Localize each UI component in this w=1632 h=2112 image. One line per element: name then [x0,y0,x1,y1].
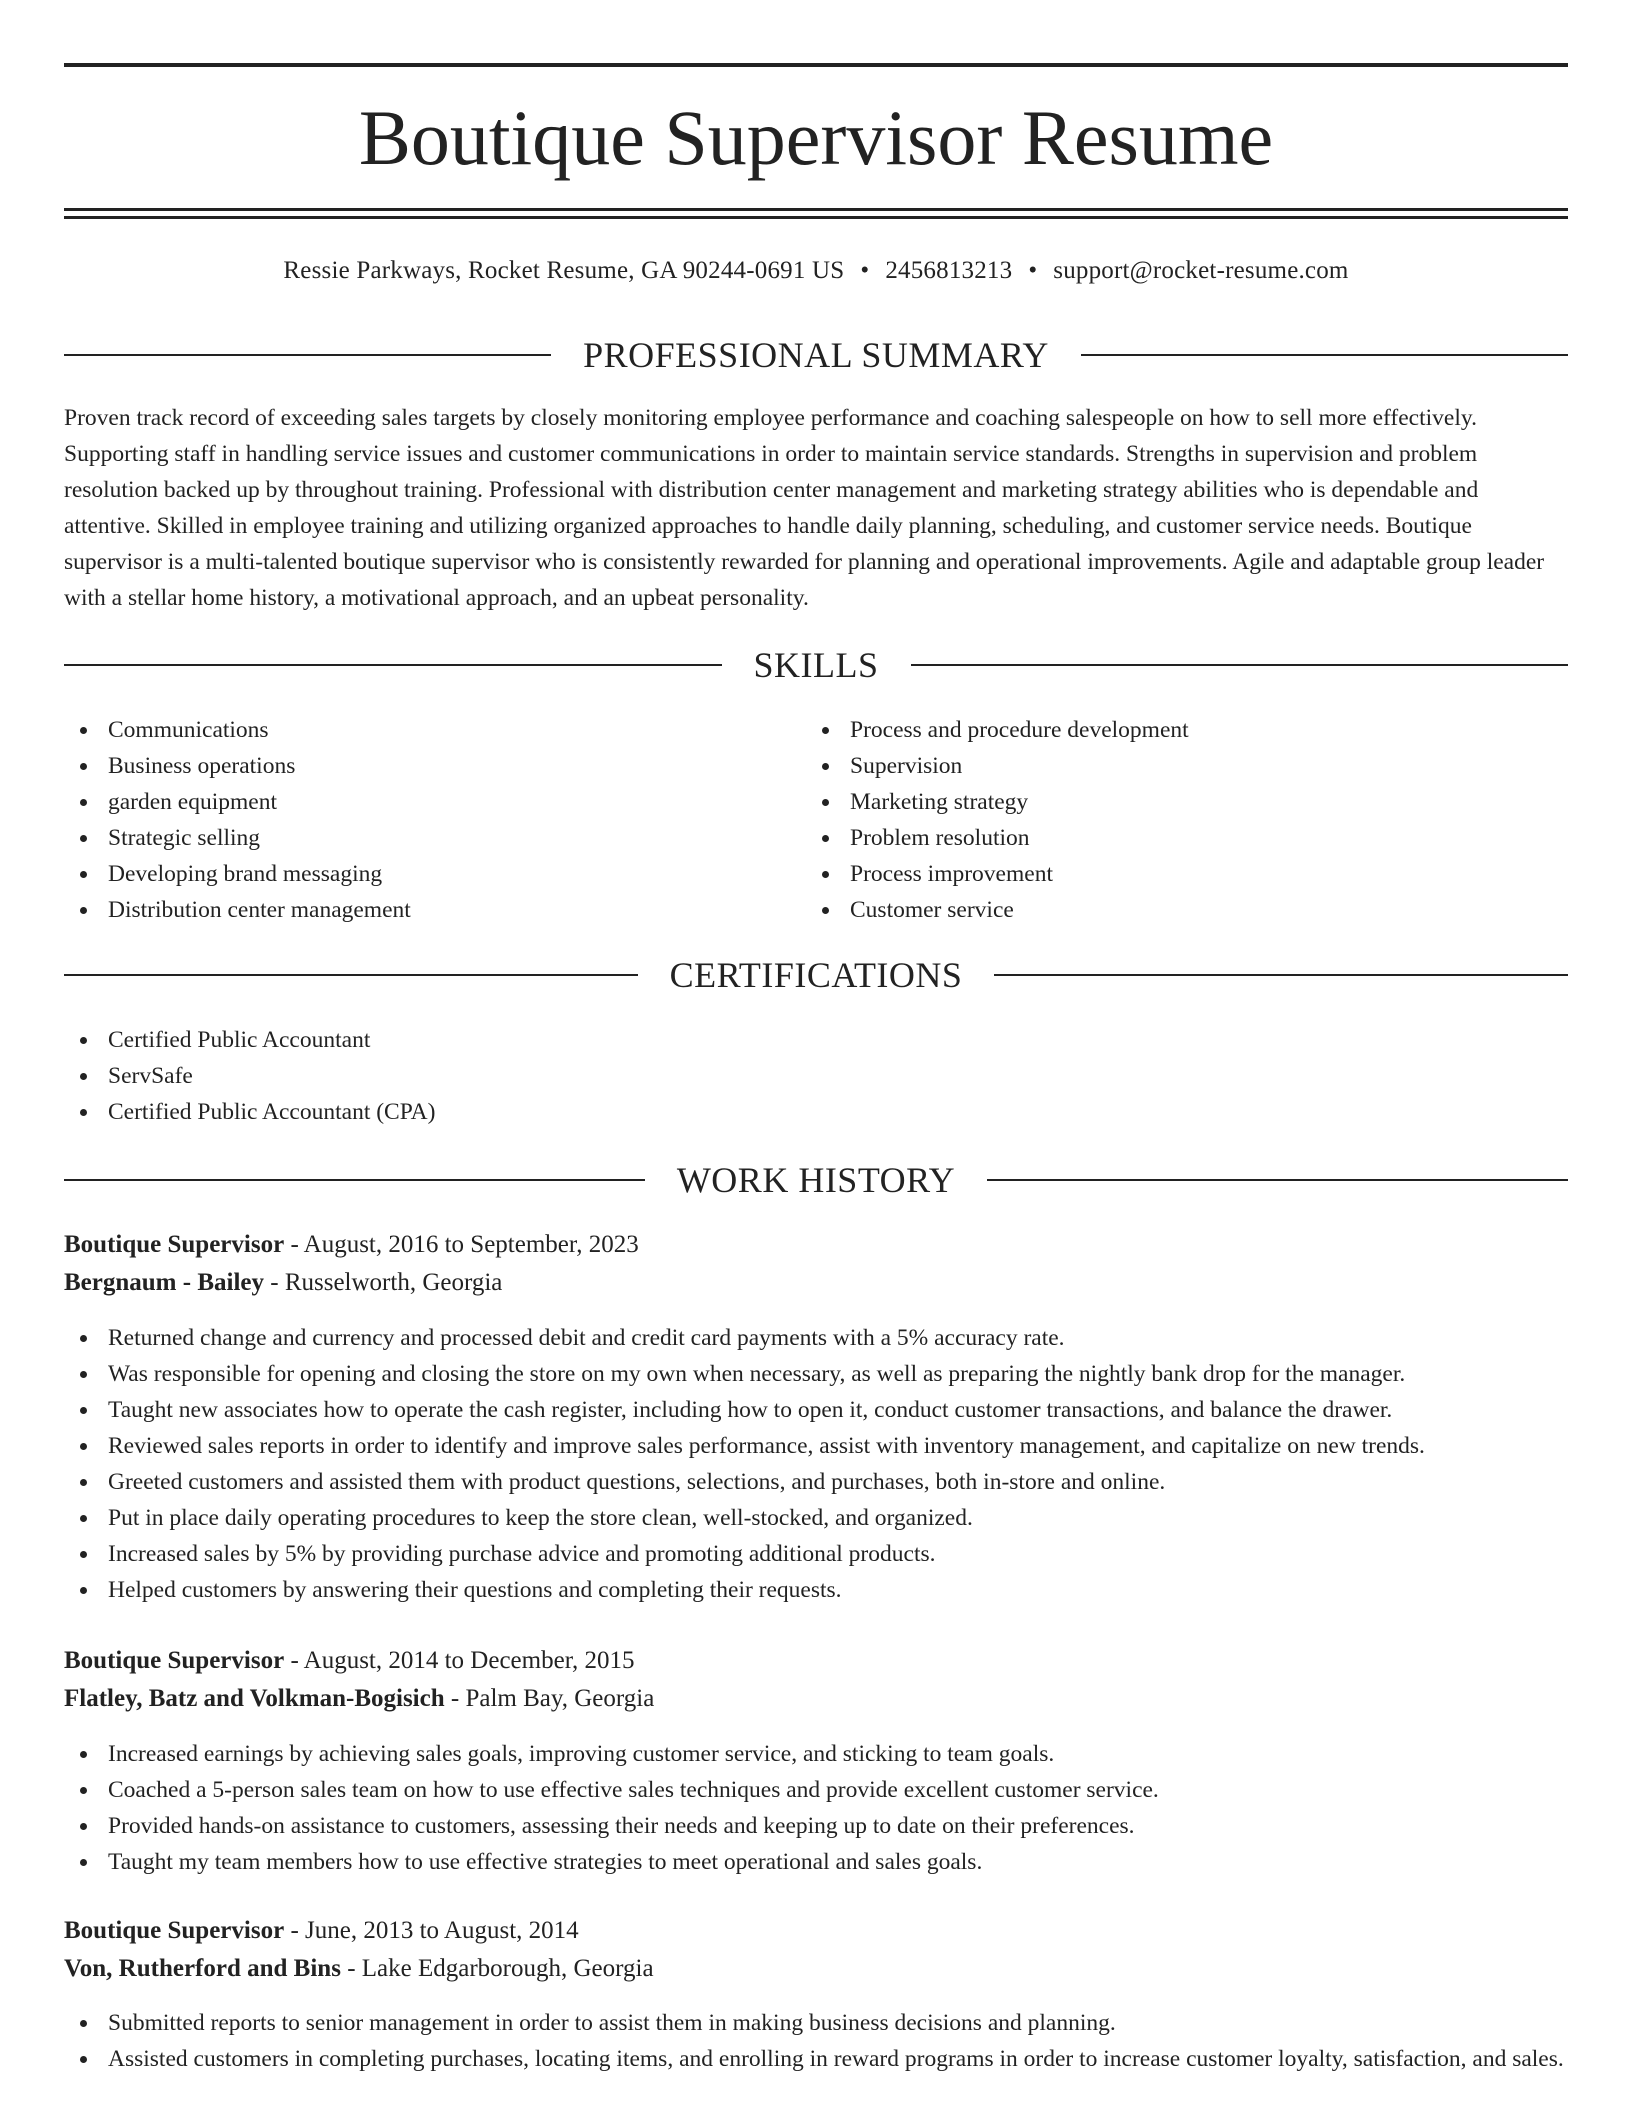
heading-rule-left [64,354,551,356]
title-rule-upper [64,208,1568,211]
skills-heading-label: SKILLS [753,645,879,685]
job-bullets [64,1320,1568,1608]
skill-item: Business operations [64,748,804,784]
skills-list-right [806,712,1566,928]
contact-line [64,254,1568,288]
heading-rule-right [987,1179,1568,1181]
certifications-heading [64,953,1568,997]
job-title-line [64,1227,1568,1263]
job-company: Flatley, Batz and Volkman-Bogisich [64,1685,445,1712]
job-location: - Palm Bay, Georgia [444,1685,655,1712]
job-bullet: Submitted reports to senior management in order to assist them in making business decisions and planning. [64,2005,1568,2041]
job-bullet: Increased earnings by achieving sales goals, improving customer service, and sticking to team goals. [64,1736,1568,1772]
summary-heading [64,333,1568,377]
job-bullet: Provided hands-on assistance to customers, assessing their needs and keeping up to date on their preferences. [64,1808,1568,1844]
certifications-list [64,1022,1568,1130]
top-rule [64,63,1568,67]
job-title-line [64,1913,1568,1949]
heading-rule-left [64,1179,645,1181]
heading-rule-left [64,974,638,976]
skill-item: Communications [64,712,804,748]
job-title: Boutique Supervisor [64,1231,285,1258]
certification-item: Certified Public Accountant (CPA) [64,1094,1568,1130]
job-bullet: Taught my team members how to use effective strategies to meet operational and sales goals. [64,1844,1568,1880]
contact-phone: 2456813213 [885,257,1013,284]
job-location: - Russelworth, Georgia [264,1269,503,1296]
job-bullet: Was responsible for opening and closing the store on my own when necessary, as well as preparing the nightly bank drop for the manager. [64,1356,1568,1392]
job-title: Boutique Supervisor [64,1647,285,1674]
job-bullets [64,2005,1568,2077]
job-dates: - June, 2013 to August, 2014 [284,1917,579,1944]
heading-rule-left [64,664,722,666]
certification-item: ServSafe [64,1058,1568,1094]
certifications-heading-label: CERTIFICATIONS [669,955,963,995]
job-company: Bergnaum - Bailey [64,1269,264,1296]
job-company-line [64,1951,1568,1987]
contact-address: Ressie Parkways, Rocket Resume, GA 90244-0691 US [283,257,845,284]
skill-item: Developing brand messaging [64,856,804,892]
resume-title: Boutique Supervisor Resume [358,94,1274,181]
skill-item: Process improvement [806,856,1566,892]
summary-text: Proven track record of exceeding sales targets by closely monitoring employee performance and coaching salespeople on how to sell more effectively. Supporting staff in handling service issues and customer communications in order to maintain service standards. Strengths in supervision and problem resolution backed up by throughout training. Professional with distribution center management and marketing strategy abilities who is dependable and attentive. Skilled in employee training and utilizing organized approaches to handle daily planning, scheduling, and customer service needs. Boutique supervisor is a multi-talented boutique supervisor who is consistently rewarded for planning and operational improvements. Agile and adaptable group leader with a stellar home history, a motivational approach, and an upbeat personality. [64,405,1545,611]
contact-separator: • [1028,257,1038,284]
job-bullets [64,1736,1568,1880]
job-bullet: Helped customers by answering their questions and completing their requests. [64,1572,1568,1608]
job-company: Von, Rutherford and Bins [64,1955,341,1982]
job-title: Boutique Supervisor [64,1917,285,1944]
work-history-heading [64,1158,1568,1202]
job-company-line [64,1681,1568,1717]
heading-rule-right [911,664,1569,666]
skill-item: Distribution center management [64,892,804,928]
skill-item: Strategic selling [64,820,804,856]
skills-heading [64,643,1568,687]
job-bullet: Returned change and currency and processed debit and credit card payments with a 5% accuracy rate. [64,1320,1568,1356]
contact-email: support@rocket-resume.com [1053,257,1349,284]
job-title-line [64,1643,1568,1679]
heading-rule-right [1081,354,1568,356]
summary-heading-label: PROFESSIONAL SUMMARY [583,335,1049,375]
work-history-heading-label: WORK HISTORY [676,1160,956,1200]
skill-item: Supervision [806,748,1566,784]
job-bullet: Greeted customers and assisted them with product questions, selections, and purchases, both in-store and online. [64,1464,1568,1500]
job-bullet: Put in place daily operating procedures to keep the store clean, well-stocked, and organized. [64,1500,1568,1536]
skill-item: Process and procedure development [806,712,1566,748]
skill-item: Marketing strategy [806,784,1566,820]
skill-item: Problem resolution [806,820,1566,856]
job-location: - Lake Edgarborough, Georgia [340,1955,654,1982]
job-dates: - August, 2016 to September, 2023 [284,1231,639,1258]
contact-separator: • [860,257,870,284]
job-bullet: Coached a 5-person sales team on how to use effective sales techniques and provide excellent customer service. [64,1772,1568,1808]
skills-list-left [64,712,804,928]
certification-item: Certified Public Accountant [64,1022,1568,1058]
job-bullet: Assisted customers in completing purchases, locating items, and enrolling in reward programs in order to increase customer loyalty, satisfaction, and sales. [64,2041,1568,2077]
job-bullet: Reviewed sales reports in order to identify and improve sales performance, assist with inventory management, and capitalize on new trends. [64,1428,1568,1464]
job-bullet: Increased sales by 5% by providing purchase advice and promoting additional products. [64,1536,1568,1572]
job-company-line [64,1265,1568,1301]
job-bullet: Taught new associates how to operate the cash register, including how to open it, conduct customer transactions, and balance the drawer. [64,1392,1568,1428]
heading-rule-right [994,974,1568,976]
skill-item: Customer service [806,892,1566,928]
job-dates: - August, 2014 to December, 2015 [284,1647,635,1674]
skill-item: garden equipment [64,784,804,820]
title-rule-lower [64,216,1568,219]
